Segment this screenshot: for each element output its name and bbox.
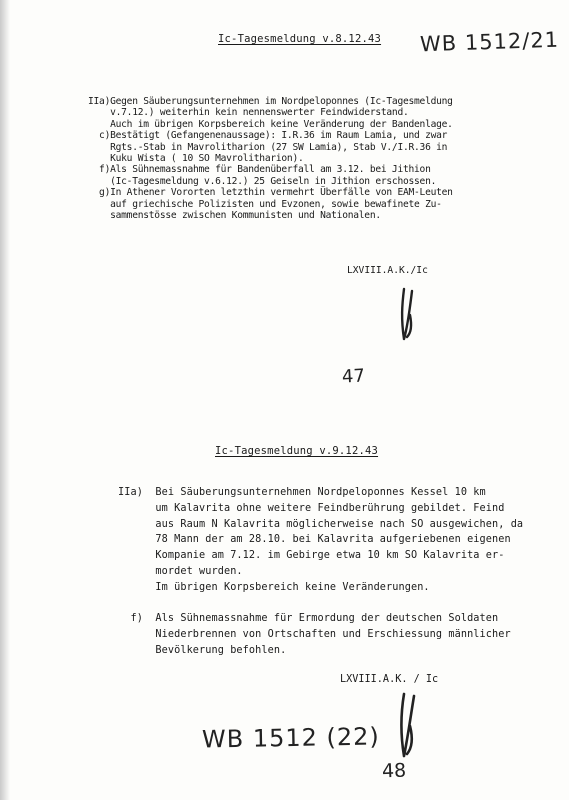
text-line: c)Bestätigt (Gefangenenaussage): I.R.36 im Raum Lamia, und zwar: [88, 130, 448, 142]
text-line: 78 Mann der am 28.10. bei Kalavrita aufgeriebenen eigenen: [118, 534, 511, 546]
text-line: Im übrigen Korpsbereich keine Veränderungen.: [118, 581, 430, 593]
text-line: Bevölkerung befohlen.: [118, 645, 287, 656]
text-line: auf griechische Polizisten und Evzonen, sowie bewafinete Zu-: [88, 198, 442, 210]
report1-title: Ic-Tagesmeldung v.8.12.43: [218, 33, 382, 45]
text-line: (Ic-Tagesmeldung v.6.12.) 25 Geiseln in Jithion erschossen.: [88, 175, 437, 187]
text-line: IIa) Bei Säuberungsunternehmen Nordpeloponnes Kessel 10 km: [118, 487, 486, 498]
scan-edge-shadow: [0, 0, 10, 800]
report2-page-number: 48: [381, 759, 407, 783]
text-line: um Kalavrita ohne weitere Feindberührung gebildet. Feind: [118, 502, 505, 514]
text-line: f) Als Sühnemassnahme für Ermordung der deutschen Soldaten: [118, 613, 499, 625]
text-line: sammenstösse zwischen Kommunisten und Nationalen.: [88, 210, 381, 221]
report1-page-number: 47: [341, 365, 366, 388]
text-line: f)Als Sühnemassnahme für Bandenüberfall am 3.12. bei Jithion: [88, 164, 431, 176]
text-line: Kompanie am 7.12. im Gebirge etwa 10 km SO Kalavrita er-: [118, 550, 505, 562]
text-line: g)In Athener Vororten letzthin vermehrt Überfälle von EAM-Leuten: [88, 187, 453, 199]
text-line: v.7.12.) weiterhin kein nennenswerter Feindwiderstand.: [88, 107, 409, 119]
text-line: mordet wurden.: [118, 566, 243, 577]
report2-handwritten-initial: [396, 690, 420, 760]
text-line: Auch im übrigen Korpsbereich keine Veränderung der Bandenlage.: [88, 118, 453, 130]
text-line: Kuku Wista ( 10 SO Mavrolitharion).: [88, 153, 304, 164]
report2-archive-mark: WB 1512 (22): [201, 722, 381, 754]
text-line: Rgts.-Stab in Mavrolitharion (27 SW Lamia), Stab V./I.R.36 in: [88, 141, 448, 153]
report2-signature: LXVIII.A.K. / Ic: [340, 674, 439, 685]
report1-archive-mark: WB 1512/21: [419, 27, 560, 57]
text-line: aus Raum N Kalavrita möglicherweise nach SO ausgewichen, da: [118, 518, 524, 530]
text-line: IIa)Gegen Säuberungsunternehmen im Nordpeloponnes (Ic-Tagesmeldung: [88, 96, 453, 107]
report1-signature: LXVIII.A.K./Ic: [347, 265, 428, 276]
text-line: Niederbrennen von Ortschaften und Erschiessung männlicher: [118, 629, 511, 641]
report2-title: Ic-Tagesmeldung v.9.12.43: [215, 445, 379, 457]
report1-handwritten-initial: [398, 285, 418, 343]
